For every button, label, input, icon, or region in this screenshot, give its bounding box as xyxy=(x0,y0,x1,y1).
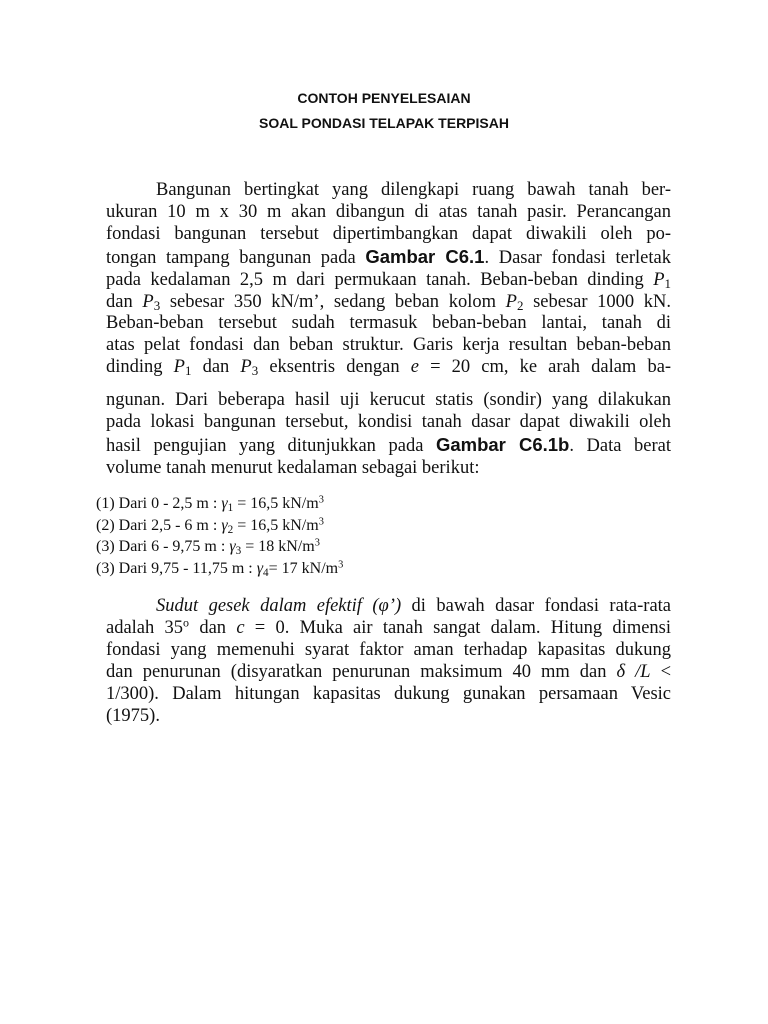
text-line: ngunan. Dari beberapa hasil uji kerucut statis (sondir) yang dilakukan xyxy=(106,390,671,410)
text-line: fondasi yang memenuhi syarat faktor aman terhadap kapasitas dukung xyxy=(106,639,671,660)
text-line: pada lokasi bangunan tersebut, kondisi tanah dasar dapat diwakili oleh xyxy=(106,411,671,432)
problem-paragraph-1 xyxy=(106,180,671,379)
text-line: dan penurunan (disyaratkan penurunan maksimum 40 mm dan δ /L < xyxy=(106,661,671,682)
text-line: (1975). xyxy=(106,705,160,726)
list-item: (3) Dari 6 - 9,75 m : $\gamma_3 = 18$ $kN/m^3$ xyxy=(96,537,320,558)
figure-reference: Gambar C6.1b xyxy=(435,433,570,455)
text-line: Sudut gesek dalam efektif (φ’) di bawah dasar fondasi rata-rata xyxy=(156,596,672,616)
text-line: Bangunan bertingkat yang dilengkapi ruang bawah tanah ber- xyxy=(156,180,671,200)
list-item: (3) Dari 9,75 - 11,75 m : $\gamma_4= 17$ $kN/m^3$ xyxy=(96,559,344,579)
text-line: fondasi bangunan tersebut dipertimbangkan dapat diwakili oleh po- xyxy=(106,223,671,244)
figure-reference: Gambar C6.1 xyxy=(365,245,485,267)
text-line: tongan tampang bangunan pada Gambar C6.1. Dasar fondasi terletak xyxy=(106,245,671,268)
list-item: (2) Dari 2,5 - 6 m : $\gamma_2 = 16,5$ $kN/m^3$ xyxy=(96,515,324,536)
page-title-line-2: SOAL PONDASI TELAPAK TERPISAH xyxy=(259,115,509,131)
text-line: hasil pengujian yang ditunjukkan pada Gambar C6.1b. Data berat xyxy=(106,433,671,456)
text-line: dan $P_3$ sebesar 350 kN/m’, sedang beban kolom $P_2$ sebesar 1000 kN. xyxy=(106,291,672,313)
text-line: volume tanah menurut kedalaman sebagai berikut: xyxy=(106,457,480,478)
list-item: (1) Dari 0 - 2,5 m : $\gamma_1 = 16,5$ $kN/m^3$ xyxy=(96,494,324,514)
text-line: 1/300). Dalam hitungan kapasitas dukung gunakan persamaan Vesic xyxy=(106,683,671,704)
text-line: dinding $P_1$ dan $P_3$ eksentris dengan e = 20 cm, ke arah dalam ba- xyxy=(106,357,672,379)
text-line: Beban-beban tersebut sudah termasuk beban-beban lantai, tanah di xyxy=(106,313,671,334)
soil-unit-weight-list xyxy=(96,493,343,580)
text-line: pada kedalaman 2,5 m dari permukaan tanah. Beban-beban dinding $P_1$ xyxy=(106,269,671,291)
text-line: atas pelat fondasi dan beban struktur. Garis kerja resultan beban-beban xyxy=(106,335,671,356)
text-line: ukuran 10 m x 30 m akan dibangun di atas tanah pasir. Perancangan xyxy=(106,201,671,222)
text-line: adalah 35$^o$ dan c = 0. Muka air tanah sangat dalam. Hitung dimensi xyxy=(106,615,672,638)
page-title-line-1: CONTOH PENYELESAIAN xyxy=(297,90,471,106)
problem-paragraph-2 xyxy=(106,390,671,480)
problem-paragraph-3 xyxy=(106,596,671,727)
